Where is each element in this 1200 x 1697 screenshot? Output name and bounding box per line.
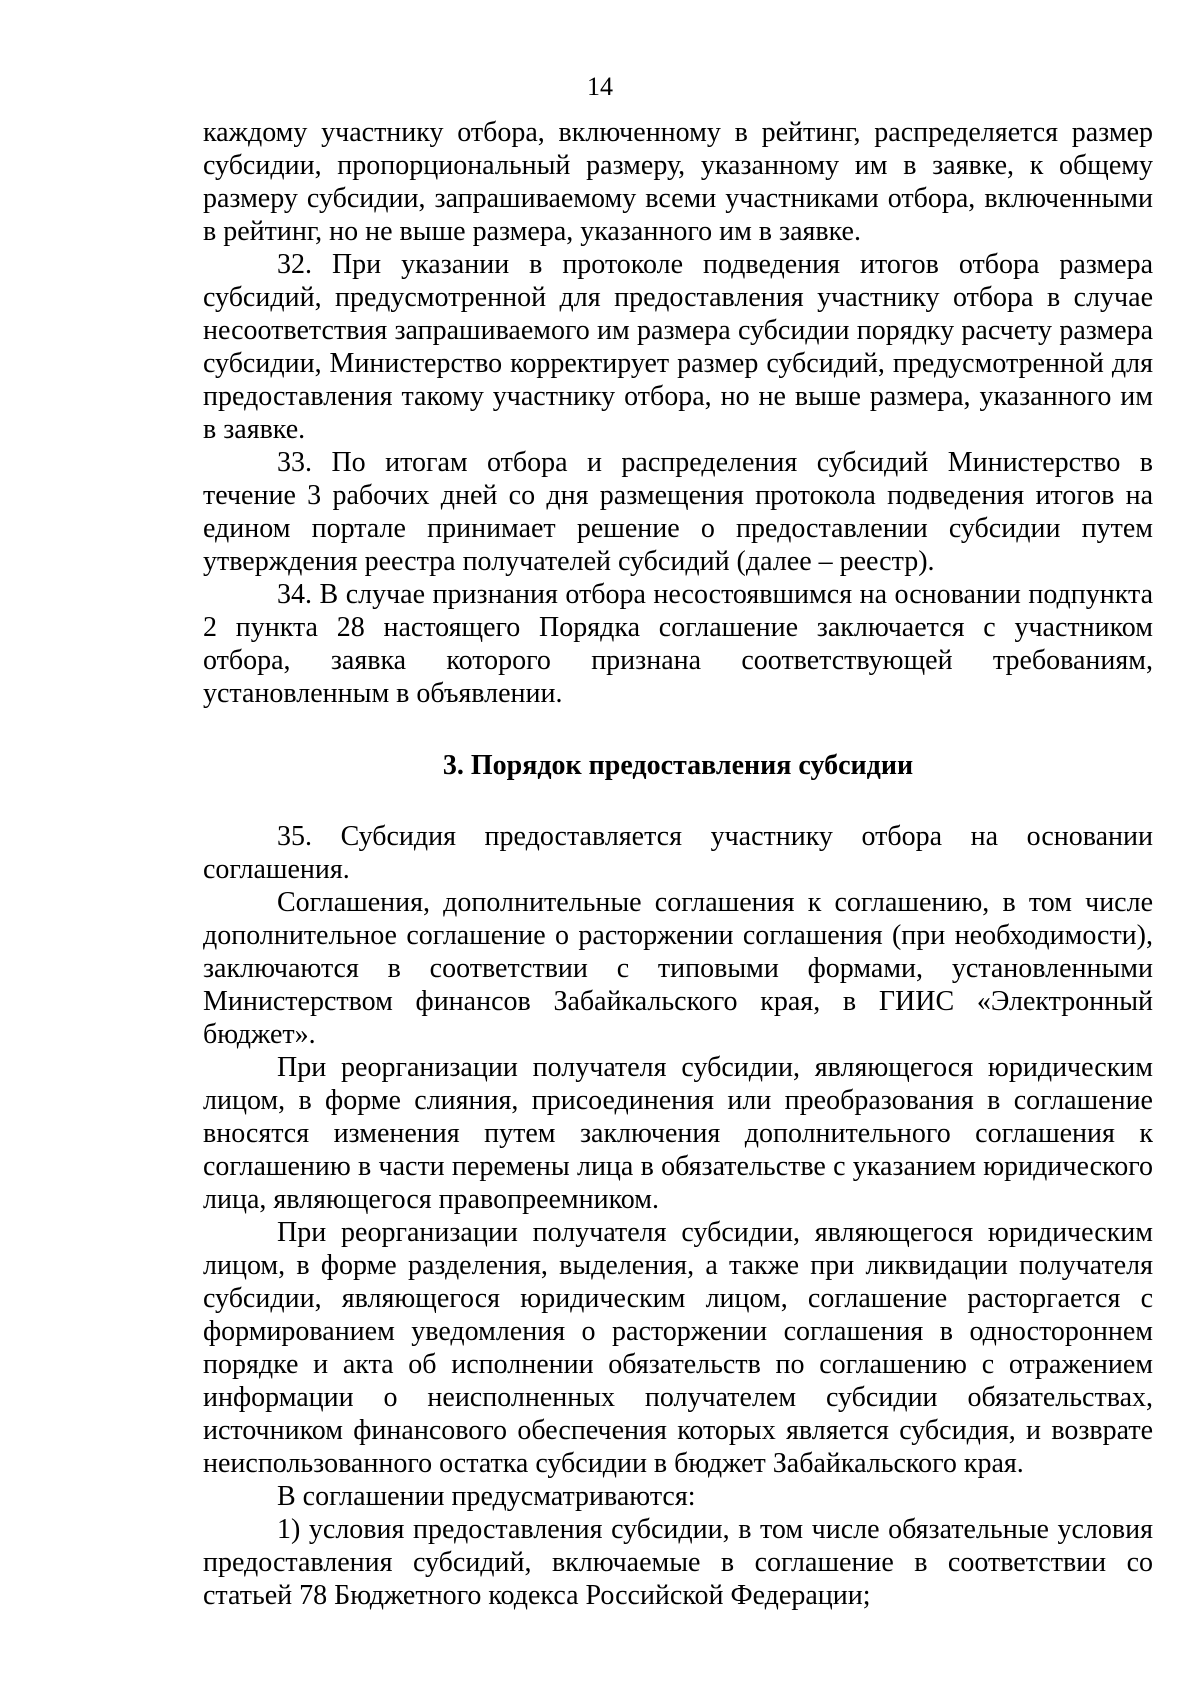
paragraph-item-35: 35. Субсидия предоставляется участнику отбора на основании соглашения.: [203, 821, 1153, 885]
paragraph-list-item-1: 1) условия предоставления субсидии, в том числе обязательные условия предоставления субсидий, включаемые в соглашение в соответствии со статьей 78 Бюджетного кодекса Российской Федерации;: [203, 1514, 1153, 1611]
paragraph-agreement-provisions: В соглашении предусматриваются:: [277, 1481, 696, 1512]
paragraph-item-34: 34. В случае признания отбора несостоявшимся на основании подпункта 2 пункта 28 настоящего Порядка соглашение заключается с участником отбора, заявка которого признана соответствующей требованиям, установленным в объявлении.: [203, 579, 1153, 709]
section-heading: 3. Порядок предоставления субсидии: [442, 750, 914, 781]
paragraph-item-32: 32. При указании в протоколе подведения итогов отбора размера субсидий, предусмотренной для предоставления участнику отбора в случае несоответствия запрашиваемого им размера субсидии порядку расчету размера субсидии, Министерство корректирует размер субсидий, предусмотренной для предоставления такому участнику отбора, но не выше размера, указанного им в заявке.: [203, 249, 1153, 445]
paragraph-reorganization-merger: При реорганизации получателя субсидии, являющегося юридическим лицом, в форме слияния, присоединения или преобразования в соглашение вносятся изменения путем заключения дополнительного соглашения к соглашению в части перемены лица в обязательстве с указанием юридического лица, являющегося правопреемником.: [203, 1052, 1153, 1215]
paragraph-reorganization-division: При реорганизации получателя субсидии, являющегося юридическим лицом, в форме разделения, выделения, а также при ликвидации получателя субсидии, являющегося юридическим лицом, соглашение расторгается с формированием уведомления о расторжении соглашения в одностороннем порядке и акта об исполнении обязательств по соглашению с отражением информации о неисполненных получателем субсидии обязательствах, источником финансового обеспечения которых является субсидия, и возврате неиспользованного остатка субсидии в бюджет Забайкальского края.: [203, 1217, 1153, 1479]
paragraph-agreements: Соглашения, дополнительные соглашения к соглашению, в том числе дополнительное соглашение о расторжении соглашения (при необходимости), заключаются в соответствии с типовыми формами, установленными Министерством финансов Забайкальского края, в ГИИС «Электронный бюджет».: [203, 887, 1153, 1050]
page-number: 14: [587, 72, 613, 101]
paragraph-continuation: каждому участнику отбора, включенному в рейтинг, распределяется размер субсидии, пропорциональный размеру, указанному им в заявке, к общему размеру субсидии, запрашиваемому всеми участниками отбора, включенными в рейтинг, но не выше размера, указанного им в заявке.: [203, 117, 1153, 247]
paragraph-item-33: 33. По итогам отбора и распределения субсидий Министерство в течение 3 рабочих дней со дня размещения протокола подведения итогов на едином портале принимает решение о предоставлении субсидии путем утверждения реестра получателей субсидий (далее – реестр).: [203, 447, 1153, 577]
document-body: [203, 116, 1153, 1612]
